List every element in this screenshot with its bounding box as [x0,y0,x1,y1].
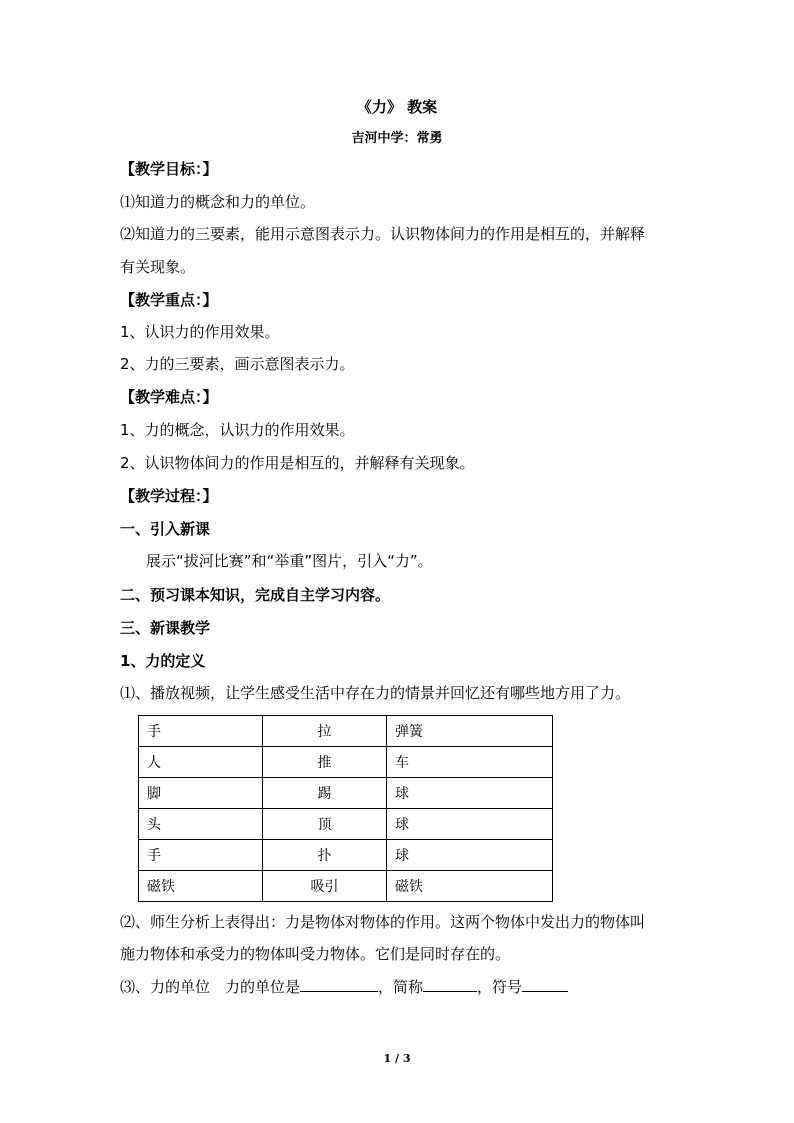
item-3-abbr-label: ，简称 [378,978,424,996]
table-row [139,809,553,840]
table-cell-object: 球 [387,809,553,840]
table-row [139,871,553,902]
table-cell-action: 顶 [263,809,387,840]
item-1-text: ⑴、播放视频，让学生感受生活中存在力的情景并回忆还有哪些地方用了力。 [120,684,631,702]
table-cell-object: 车 [387,747,553,778]
table-cell-subject: 人 [139,747,263,778]
item-3-line [120,976,568,997]
table-cell-object: 弹簧 [387,716,553,747]
item-2-continued: 施力物体和承受力的物体叫受力物体。它们是同时存在的。 [120,945,511,963]
table-row [139,747,553,778]
table-cell-object: 球 [387,778,553,809]
table-cell-action: 吸引 [263,871,387,902]
difficulty-2: 2、认识物体间力的作用是相互的，并解释有关现象。 [120,454,475,472]
page-number: 1 / 3 [383,1052,411,1065]
key-points-heading: 【教学重点：】 [120,291,218,309]
item-3-symbol-label: ，符号 [477,978,523,996]
table-cell-subject: 手 [139,716,263,747]
table-row [139,716,553,747]
table-cell-action: 推 [263,747,387,778]
difficulty-1: 1、力的概念，认识力的作用效果。 [120,421,355,439]
table-cell-subject: 头 [139,809,263,840]
item-3-prefix: ⑶、力的单位 力的单位是 [120,978,301,996]
table-cell-subject: 脚 [139,778,263,809]
key-point-1: 1、认识力的作用效果。 [120,323,280,341]
process-heading: 【教学过程：】 [120,487,218,505]
section-1-text: 展示“拔河比赛”和“举重”图片，引入“力”。 [146,552,433,570]
goals-heading: 【教学目标：】 [120,160,218,178]
symbol-blank[interactable] [522,991,568,992]
unit-blank[interactable] [300,991,378,992]
section-2-heading: 二、预习课本知识，完成自主学习内容。 [120,586,391,604]
table-row [139,840,553,871]
section-3-heading: 三、新课教学 [120,619,211,637]
table-cell-subject: 磁铁 [139,871,263,902]
table-row [139,778,553,809]
force-examples-table [138,715,553,902]
item-2-text: ⑵、师生分析上表得出：力是物体对物体的作用。这两个物体中发出力的物体叫 [120,913,646,931]
abbr-blank[interactable] [423,991,477,992]
table-cell-object: 球 [387,840,553,871]
author-line: 吉河中学：常勇 [351,131,443,146]
document-title: 《力》 教案 [356,98,438,116]
table-cell-object: 磁铁 [387,871,553,902]
goal-item-2-continued: 有关现象。 [120,258,196,276]
key-point-2: 2、力的三要素，画示意图表示力。 [120,355,355,373]
section-1-heading: 一、引入新课 [120,520,211,538]
subsection-1-heading: 1、力的定义 [120,652,206,670]
table-cell-subject: 手 [139,840,263,871]
goal-item-2: ⑵知道力的三要素，能用示意图表示力。认识物体间力的作用是相互的，并解释 [120,225,646,243]
table-cell-action: 扑 [263,840,387,871]
table-cell-action: 拉 [263,716,387,747]
goal-item-1: ⑴知道力的概念和力的单位。 [120,193,316,211]
difficulties-heading: 【教学难点：】 [120,388,218,406]
table-cell-action: 踢 [263,778,387,809]
